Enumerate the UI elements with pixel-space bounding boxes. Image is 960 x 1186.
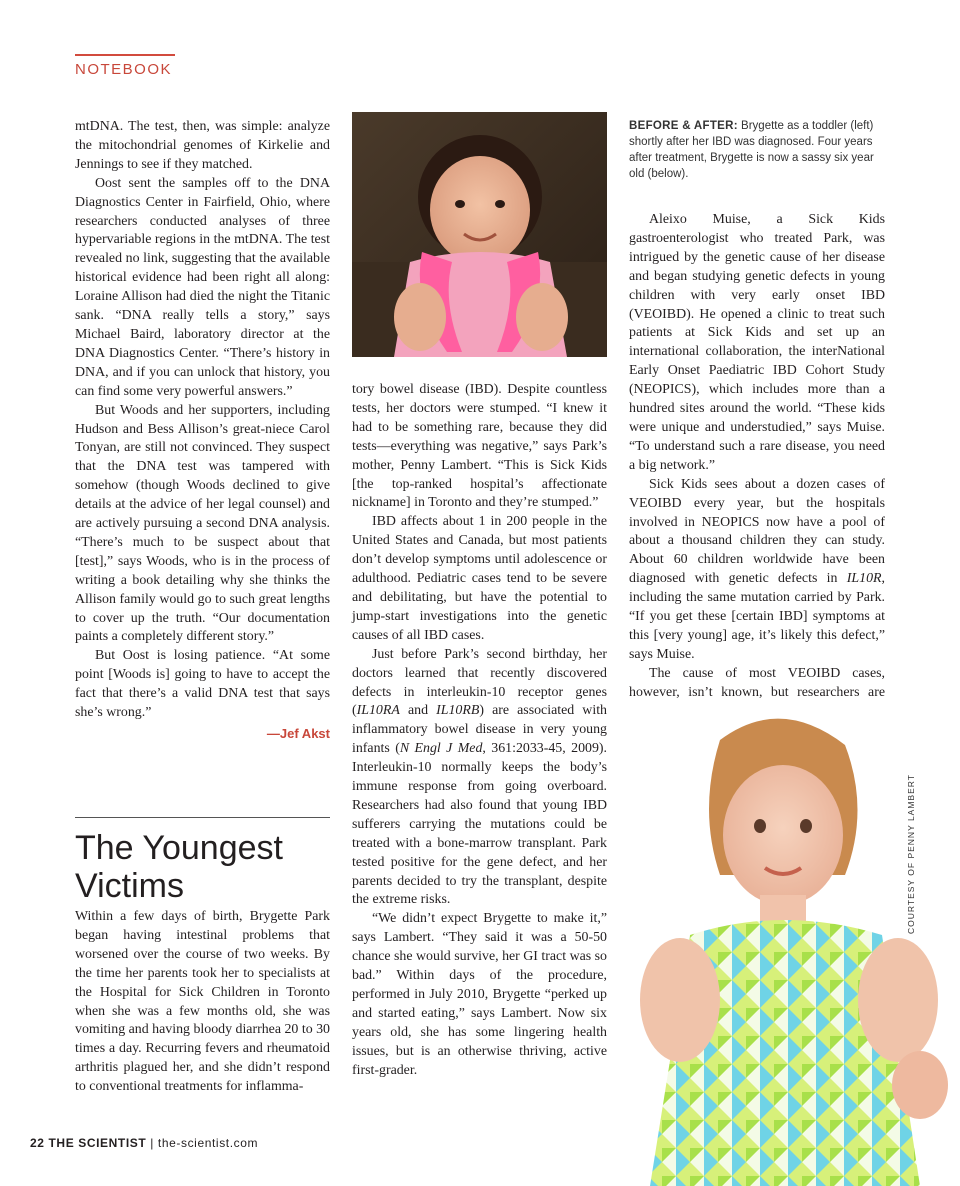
article-divider <box>75 817 330 818</box>
publication-url: the-scientist.com <box>157 1136 259 1150</box>
paragraph: tory bowel disease (IBD). Despite countless tests, her doctors were stumped. “I knew it had to be something rare, because they did tests—everything was negative,” says Park’s mother, Penny Lambert. “This is Sick Kids [the top-ranked hospital’s affectionate nickname] in Toronto and they’re stumped.” <box>352 382 607 511</box>
paragraph: Within a few days of birth, Brygette Park began having intestinal problems that worsened over the course of two weeks. By the time her parents took her to specialists at the Hospital for Sick Children in Toronto when she was a few months old, she was vomiting and having bloody diarrhea 20 to 30 times a day. Recurring fevers and rheumatoid arthritis plagued her, and she didn’t respond to conventional treatments for inflamma- <box>75 909 331 1095</box>
caption-lead: BEFORE & AFTER: <box>629 120 738 132</box>
paragraph: The cause of most VEOIBD cases, however, isn’t known, but researchers are <box>629 665 885 700</box>
page-number: 22 <box>30 1136 45 1150</box>
paragraph: Oost sent the samples off to the DNA Diagnostics Center in Fairfield, Ohio, where researchers conducted analyses of three hypervariable regions in the mtDNA. The test revealed no link, suggesting that the available historical evidence had been right all along: Loraine Allison had died the night the Titanic sank. “DNA really tells a story,” says Michael Baird, laboratory director at the DNA Diagnostics Center. “There’s history in DNA, and if you can unlock that history, you can find some very powerful answers.” <box>75 175 330 399</box>
paragraph: Aleixo Muise, a Sick Kids gastroenterologist who treated Park, was intrigued by the genetic cause of her disease and began studying genetic defects in young children with very early onset IBD (VEOIBD). He opened a clinic to treat such patients at Sick Kids and set up an international collaboration, the interNational Early Onset Paediatric IBD Cohort Study (NEOPICS), which includes more than a hundred sites around the world. “These kids were unique and understudied,” says Muise. “To understand such a rare disease, you need a big network.” <box>629 212 885 473</box>
gene-name: IL10RB <box>436 703 480 719</box>
paragraph: “We didn’t expect Brygette to make it,” says Lambert. “They said it was a 50-50 chance she would survive, her GI tract was so bad.” Within days of the procedure, performed in July 2010, Brygette “perked up and started eating,” says Lambert. Now six years old, she has some lingering health issues, but is an otherwise thriving, active first-grader. <box>352 911 607 1078</box>
text-run: Just before Park’s second birthday, her doctors learned that recently discovered defects in interleukin-10 receptor genes ( <box>352 646 607 719</box>
section-rule <box>75 54 175 56</box>
text-run: ) are associated with inflammatory bowel disease in very young infants ( <box>352 703 607 757</box>
article-intro-column <box>75 908 330 1097</box>
text-run: and <box>399 703 437 719</box>
photo-caption <box>629 118 885 182</box>
footer-separator: | <box>150 1136 154 1150</box>
paragraph: But Woods and her supporters, including Hudson and Bess Allison’s great-niece Carol Tonyan, are still not convinced. They suspect that the DNA test was tampered with somehow (though Woods declined to give details at the advice of her legal counsel) and are actively pursuing a second DNA analysis. “There’s much to be suspect about that [test],” says Woods, who is in the process of writing a book detailing why she thinks the Allison family would go to such great lengths to cover up the truth. “Our documentation paints a completely different story.” <box>75 402 330 645</box>
section-label: NOTEBOOK <box>75 61 173 78</box>
publication-name: THE SCIENTIST <box>48 1136 147 1150</box>
journal-name: N Engl J Med <box>399 741 483 757</box>
text-run: Sick Kids sees about a dozen cases of VEOIBD every year, but the hospitals involved in NEOPICS now have a pool of about a thousand children they can study. About 60 children worldwide have been diagnosed with genetic defects in <box>629 476 885 587</box>
text-run: , 361:2033-45, 2009). Interleukin-10 normally keeps the body’s immune response from going overboard. Researchers had also found that young IBD sufferers carrying the mutations could be treated with a bone-marrow transplant. Park tested positive for the gene defect, and her parents decided to try the transplant, despite the extreme risks. <box>352 741 608 908</box>
gene-name: IL10R <box>846 571 882 587</box>
toddler-photo <box>352 112 607 357</box>
paragraph: But Oost is losing patience. “At some point [Woods is] going to have to accept the fact that there’s a valid DNA test that says she’s wrong.” <box>75 648 330 721</box>
paragraph <box>629 476 885 665</box>
photo-credit: COURTESY OF PENNY LAMBERT <box>906 774 916 934</box>
paragraph: mtDNA. The test, then, was simple: analyze the mitochondrial genomes of Kirkelie and Jennings to see if they matched. <box>75 119 330 172</box>
paragraph: IBD affects about 1 in 200 people in the United States and Canada, but most patients don’t develop symptoms until adolescence or adulthood. Pediatric cases tend to be severe and debilitating, but have the potential to jump-start investigations into the genetic causes of all IBD cases. <box>352 514 607 643</box>
gene-name: IL10RA <box>356 703 400 719</box>
page-footer <box>30 1136 258 1150</box>
caption-text: Brygette as a toddler (left) shortly after her IBD was diagnosed. Four years after treatment, Brygette is now a sassy six year old (below). <box>629 120 874 180</box>
text-run: , including the same mutation carried by Park. “If you get these [certain IBD] symptoms at this [very young] age, it’s likely this defect,” says Muise. <box>629 571 885 662</box>
column-3 <box>629 211 885 721</box>
byline: —Jef Akst <box>266 726 330 741</box>
column-2 <box>352 381 607 1081</box>
column-1 <box>75 118 330 744</box>
article-headline: The Youngest Victims <box>75 829 283 905</box>
child-photo <box>620 700 955 1186</box>
paragraph <box>352 646 607 911</box>
